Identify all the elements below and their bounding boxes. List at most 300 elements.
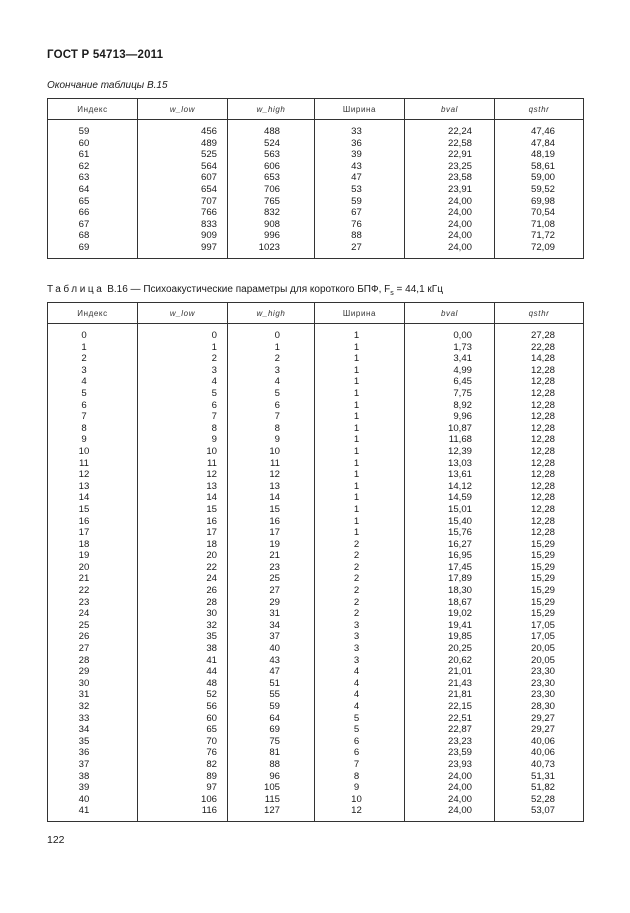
table-cell: 15,76 [405,527,495,539]
table-cell: 0 [48,324,138,342]
table-cell: 28 [48,655,138,667]
table-cell: 41 [48,805,138,821]
table-cell: 15 [228,504,315,516]
column-header: w_low [138,303,228,324]
table-cell: 12,28 [495,365,584,377]
table-cell: 76 [138,747,228,759]
table-cell: 2 [315,608,405,620]
table-b16 [47,302,584,822]
table-cell: 69,98 [495,196,584,208]
table-cell: 24,00 [405,196,495,208]
table2-caption-prefix: Таблица [47,284,105,295]
table-cell: 1 [315,469,405,481]
table-cell: 1 [315,400,405,412]
table-cell: 15,29 [495,585,584,597]
table-cell: 62 [48,161,138,173]
table-cell: 833 [138,219,228,231]
table-cell: 16 [48,516,138,528]
table-cell: 4,99 [405,365,495,377]
table-cell: 5 [315,713,405,725]
table-cell: 1 [315,446,405,458]
table-cell: 15,29 [495,562,584,574]
table-cell: 12,28 [495,527,584,539]
table-cell: 12 [228,469,315,481]
table-cell: 37 [228,631,315,643]
table-cell: 26 [138,585,228,597]
table-row [48,353,584,365]
table-cell: 0 [138,324,228,342]
table2-caption [47,284,443,297]
table-cell: 14 [228,492,315,504]
table-row [48,492,584,504]
table-cell: 52 [138,689,228,701]
table-cell: 3 [228,365,315,377]
table-cell: 82 [138,759,228,771]
table-row [48,794,584,806]
table-cell: 22,15 [405,701,495,713]
table-cell: 18 [48,539,138,551]
table-row [48,376,584,388]
table-cell: 76 [315,219,405,231]
table-cell: 996 [228,230,315,242]
table-cell: 525 [138,149,228,161]
table-cell: 1 [315,353,405,365]
table-cell: 58,61 [495,161,584,173]
table-cell: 16,27 [405,539,495,551]
column-header: w_high [228,99,315,120]
table-cell: 8 [138,423,228,435]
table-row [48,184,584,196]
table-cell: 13 [48,481,138,493]
table-cell: 23 [228,562,315,574]
column-header: Ширина [315,303,405,324]
table-cell: 11 [228,458,315,470]
table-cell: 96 [228,771,315,783]
table-b15-end [47,98,584,259]
table2-caption-suffix: = 44,1 кГц [393,284,443,295]
table-cell: 15,29 [495,550,584,562]
table-cell: 9 [228,434,315,446]
table-cell: 13 [228,481,315,493]
table-cell: 21,43 [405,678,495,690]
table1-caption: Окончание таблицы В.15 [47,80,168,91]
table-cell: 1 [315,527,405,539]
column-header: bval [405,99,495,120]
table-cell: 16 [228,516,315,528]
table-cell: 33 [48,713,138,725]
table-cell: 23,23 [405,736,495,748]
table-cell: 12,39 [405,446,495,458]
table-cell: 2 [138,353,228,365]
table-cell: 1 [315,516,405,528]
table-row [48,516,584,528]
table-cell: 67 [48,219,138,231]
table-cell: 37 [48,759,138,771]
page-number: 122 [47,834,65,846]
table-cell: 12,28 [495,400,584,412]
table-cell: 4 [315,689,405,701]
table-cell: 19,41 [405,620,495,632]
table-cell: 15,29 [495,539,584,551]
table-cell: 4 [228,376,315,388]
table-cell: 564 [138,161,228,173]
table-row [48,550,584,562]
table-cell: 64 [228,713,315,725]
table-row [48,678,584,690]
table-cell: 15,40 [405,516,495,528]
table-cell: 5 [315,724,405,736]
table-row [48,242,584,258]
column-header: bval [405,303,495,324]
table-cell: 29 [48,666,138,678]
table-cell: 22,91 [405,149,495,161]
table-cell: 11,68 [405,434,495,446]
table-cell: 1 [315,376,405,388]
table-cell: 12,28 [495,516,584,528]
table-cell: 1,73 [405,342,495,354]
table-cell: 24,00 [405,782,495,794]
column-header: Ширина [315,99,405,120]
column-header: Индекс [48,303,138,324]
table-cell: 31 [228,608,315,620]
table-cell: 22,28 [495,342,584,354]
table-cell: 17 [138,527,228,539]
table-cell: 35 [138,631,228,643]
table-cell: 88 [228,759,315,771]
table-cell: 1 [315,324,405,342]
table-cell: 22 [48,585,138,597]
table-cell: 765 [228,196,315,208]
table-row [48,736,584,748]
table-cell: 38 [138,643,228,655]
table-cell: 66 [48,207,138,219]
table-cell: 23,91 [405,184,495,196]
table-cell: 34 [48,724,138,736]
table-row [48,643,584,655]
table-cell: 23 [48,597,138,609]
table-cell: 2 [48,353,138,365]
table-cell: 40,06 [495,747,584,759]
table-cell: 1 [138,342,228,354]
table-cell: 24,00 [405,219,495,231]
table2-caption-sub: s [390,290,394,297]
table-row [48,120,584,138]
table-cell: 11 [138,458,228,470]
table-cell: 8,92 [405,400,495,412]
table-cell: 27 [48,643,138,655]
table-cell: 707 [138,196,228,208]
table-cell: 51 [228,678,315,690]
table-cell: 17 [228,527,315,539]
table-cell: 47,84 [495,138,584,150]
table-row [48,458,584,470]
table-cell: 127 [228,805,315,821]
table-cell: 72,09 [495,242,584,258]
table-cell: 5 [228,388,315,400]
table-cell: 89 [138,771,228,783]
table-cell: 12,28 [495,423,584,435]
table-cell: 7 [138,411,228,423]
table-row [48,666,584,678]
table-row [48,196,584,208]
table-cell: 14,28 [495,353,584,365]
table-cell: 115 [228,794,315,806]
table-cell: 456 [138,120,228,138]
table-cell: 23,58 [405,172,495,184]
table-cell: 60 [138,713,228,725]
table-cell: 22 [138,562,228,574]
table-row [48,230,584,242]
table-cell: 12,28 [495,492,584,504]
table-cell: 3 [315,620,405,632]
table-cell: 1 [315,411,405,423]
table-row [48,172,584,184]
table-cell: 29 [228,597,315,609]
table-cell: 16 [138,516,228,528]
table-row [48,400,584,412]
table-cell: 116 [138,805,228,821]
table-cell: 8 [228,423,315,435]
table-cell: 22,58 [405,138,495,150]
table-cell: 12,28 [495,469,584,481]
table-cell: 908 [228,219,315,231]
table-cell: 2 [315,573,405,585]
table-cell: 24 [48,608,138,620]
table-row [48,423,584,435]
table-cell: 17,05 [495,620,584,632]
table-cell: 28 [138,597,228,609]
table-row [48,388,584,400]
table-cell: 68 [48,230,138,242]
table-cell: 3 [315,643,405,655]
table-cell: 12,28 [495,388,584,400]
table-cell: 7 [228,411,315,423]
column-header: w_low [138,99,228,120]
table-cell: 19 [228,539,315,551]
table-cell: 43 [228,655,315,667]
table-cell: 24,00 [405,242,495,258]
table-cell: 51,82 [495,782,584,794]
table-cell: 24,00 [405,771,495,783]
table-cell: 53 [315,184,405,196]
table-cell: 31 [48,689,138,701]
table-cell: 489 [138,138,228,150]
table-cell: 563 [228,149,315,161]
table-row [48,149,584,161]
table-cell: 59 [228,701,315,713]
table-cell: 32 [48,701,138,713]
table-cell: 4 [315,701,405,713]
table-cell: 20,05 [495,643,584,655]
table-row [48,724,584,736]
table-cell: 40 [228,643,315,655]
table2-caption-main: В.16 — Психоакустические параметры для короткого БПФ, F [104,284,391,295]
table-cell: 36 [48,747,138,759]
table-cell: 69 [48,242,138,258]
table-cell: 36 [315,138,405,150]
table-cell: 12,28 [495,434,584,446]
table-cell: 59 [315,196,405,208]
table-cell: 22,51 [405,713,495,725]
table-cell: 9,96 [405,411,495,423]
table-cell: 39 [48,782,138,794]
table-cell: 5 [48,388,138,400]
table-cell: 32 [138,620,228,632]
table-cell: 24,00 [405,207,495,219]
table-cell: 14,59 [405,492,495,504]
table-cell: 606 [228,161,315,173]
table-row [48,138,584,150]
table-cell: 21,01 [405,666,495,678]
table-cell: 10,87 [405,423,495,435]
column-header: Индекс [48,99,138,120]
table-cell: 12,28 [495,504,584,516]
table-cell: 5 [138,388,228,400]
table-cell: 21 [228,550,315,562]
table-cell: 4 [315,666,405,678]
table-cell: 30 [48,678,138,690]
table-cell: 1 [315,492,405,504]
table-cell: 2 [315,550,405,562]
table-cell: 12,28 [495,411,584,423]
table-cell: 38 [48,771,138,783]
table-cell: 21 [48,573,138,585]
table-cell: 20 [48,562,138,574]
table-cell: 60 [48,138,138,150]
table-cell: 1 [315,388,405,400]
column-header: qsthr [495,99,584,120]
table-cell: 16,95 [405,550,495,562]
table-cell: 41 [138,655,228,667]
table-cell: 33 [315,120,405,138]
table-cell: 7,75 [405,388,495,400]
table-cell: 20,62 [405,655,495,667]
table-cell: 1 [48,342,138,354]
table-row [48,620,584,632]
table-row [48,219,584,231]
table-cell: 1 [315,434,405,446]
table-cell: 24,00 [405,805,495,821]
table-cell: 20 [138,550,228,562]
table-cell: 20,05 [495,655,584,667]
table-cell: 67 [315,207,405,219]
table-cell: 64 [48,184,138,196]
table-row [48,597,584,609]
table-cell: 4 [48,376,138,388]
table-cell: 23,59 [405,747,495,759]
table-cell: 0,00 [405,324,495,342]
table-cell: 55 [228,689,315,701]
table-cell: 13 [138,481,228,493]
table-cell: 22,24 [405,120,495,138]
table-cell: 11 [48,458,138,470]
table-cell: 106 [138,794,228,806]
table-row [48,701,584,713]
table-cell: 18,67 [405,597,495,609]
table-row [48,446,584,458]
table-cell: 27 [228,585,315,597]
table-cell: 59,52 [495,184,584,196]
table-row [48,759,584,771]
table-cell: 4 [315,678,405,690]
table-cell: 19,02 [405,608,495,620]
table-cell: 10 [138,446,228,458]
table-cell: 24,00 [405,794,495,806]
table-row [48,585,584,597]
table-cell: 1 [315,458,405,470]
table-cell: 997 [138,242,228,258]
table-cell: 22,87 [405,724,495,736]
table-cell: 524 [228,138,315,150]
table-cell: 17,89 [405,573,495,585]
table-cell: 12,28 [495,376,584,388]
table-cell: 59 [48,120,138,138]
table-cell: 13,61 [405,469,495,481]
table-cell: 12,28 [495,481,584,493]
table-cell: 17 [48,527,138,539]
table-cell: 27,28 [495,324,584,342]
table-cell: 6,45 [405,376,495,388]
table-cell: 23,30 [495,666,584,678]
table-cell: 14 [138,492,228,504]
table-cell: 909 [138,230,228,242]
table-cell: 2 [228,353,315,365]
table-row [48,504,584,516]
table-cell: 1 [228,342,315,354]
table-cell: 63 [48,172,138,184]
table-cell: 15,29 [495,608,584,620]
table-cell: 69 [228,724,315,736]
table-cell: 6 [138,400,228,412]
table-cell: 12,28 [495,446,584,458]
table-cell: 9 [48,434,138,446]
table-cell: 766 [138,207,228,219]
table-cell: 10 [315,794,405,806]
table-cell: 3,41 [405,353,495,365]
table-row [48,539,584,551]
table-row [48,771,584,783]
table-row [48,411,584,423]
table-cell: 706 [228,184,315,196]
table-cell: 4 [138,376,228,388]
table-cell: 7 [315,759,405,771]
table-row [48,805,584,821]
table-cell: 47,46 [495,120,584,138]
table-cell: 61 [48,149,138,161]
table-cell: 2 [315,539,405,551]
table-cell: 607 [138,172,228,184]
table-cell: 20,25 [405,643,495,655]
table-cell: 29,27 [495,713,584,725]
table-cell: 2 [315,597,405,609]
table-cell: 25 [48,620,138,632]
table-cell: 35 [48,736,138,748]
table-cell: 21,81 [405,689,495,701]
table-cell: 88 [315,230,405,242]
table-cell: 13,03 [405,458,495,470]
table-row [48,481,584,493]
table-cell: 24 [138,573,228,585]
table-cell: 2 [315,562,405,574]
table-row [48,161,584,173]
table-cell: 15,01 [405,504,495,516]
table-cell: 14,12 [405,481,495,493]
table-cell: 19 [48,550,138,562]
table-cell: 3 [138,365,228,377]
table-cell: 28,30 [495,701,584,713]
table-cell: 40,06 [495,736,584,748]
table-cell: 2 [315,585,405,597]
